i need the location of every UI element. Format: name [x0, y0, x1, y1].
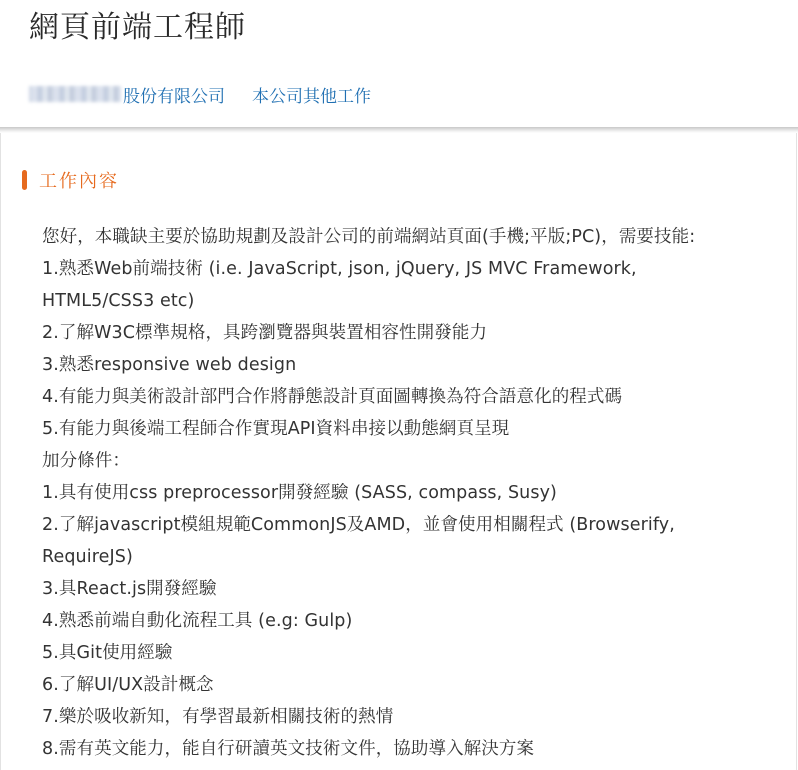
other-jobs-link[interactable]: 本公司其他工作: [252, 86, 371, 107]
job-title: 網頁前端工程師: [29, 10, 246, 45]
company-name-link[interactable]: [29, 82, 225, 107]
job-content-panel: [0, 133, 797, 770]
section-header: [22, 169, 119, 191]
description-line: 3.熟悉responsive web design: [42, 355, 297, 375]
company-name-suffix: 股份有限公司: [123, 86, 225, 107]
description-line: 8.需有英文能力，能自行研讀英文技術文件，協助導入解決方案: [42, 739, 535, 759]
description-line: 5.有能力與後端工程師合作實現API資料串接以動態網頁呈現: [42, 419, 510, 439]
description-line: 2.了解W3C標準規格，具跨瀏覽器與裝置相容性開發能力: [42, 323, 488, 343]
description-line: 7.樂於吸收新知，有學習最新相關技術的熱情: [42, 707, 394, 727]
description-line: 您好，本職缺主要於協助規劃及設計公司的前端網站頁面(手機;平版;PC)，需要技能:: [42, 227, 696, 247]
company-row: [29, 80, 371, 108]
description-line: 2.了解javascript模組規範CommonJS及AMD，並會使用相關程式 (Browserify,: [42, 515, 675, 535]
description-line: 6.了解UI/UX設計概念: [42, 675, 214, 695]
description-line: 3.具React.js開發經驗: [42, 579, 217, 599]
job-header: [0, 0, 798, 128]
description-line: 1.熟悉Web前端技術 (i.e. JavaScript, json, jQuery, JS MVC Framework,: [42, 259, 637, 279]
description-line: 4.有能力與美術設計部門合作將靜態設計頁面圖轉換為符合語意化的程式碼: [42, 387, 623, 407]
blurred-company-name: [29, 86, 121, 102]
description-line: 加分條件：: [42, 451, 130, 471]
section-accent-bar: [22, 170, 27, 190]
description-line: RequireJS): [42, 547, 133, 567]
description-line: 5.具Git使用經驗: [42, 643, 173, 663]
description-line: 1.具有使用css preprocessor開發經驗 (SASS, compass, Susy): [42, 483, 557, 503]
description-line: HTML5/CSS3 etc): [42, 291, 195, 311]
description-line: 4.熟悉前端自動化流程工具 (e.g: Gulp): [42, 611, 353, 631]
job-description: [42, 221, 762, 765]
section-title: 工作內容: [39, 171, 119, 192]
